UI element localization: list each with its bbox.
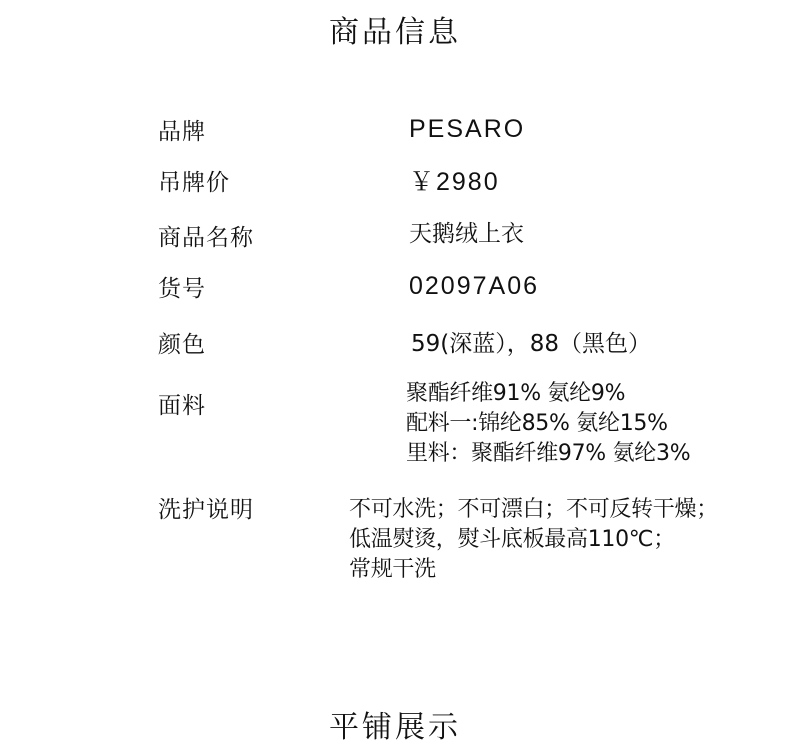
section-title-flat-display: 平铺展示	[329, 710, 461, 745]
label-brand: 品牌	[158, 119, 206, 145]
care-line: 低温熨烫，熨斗底板最高110℃；	[349, 527, 675, 552]
value-tag-price: ￥2980	[409, 168, 500, 196]
fabric-line: 里料：聚酯纤维97% 氨纶3%	[406, 441, 691, 466]
label-care: 洗护说明	[158, 497, 254, 523]
care-line: 不可水洗；不可漂白；不可反转干燥；	[349, 497, 718, 522]
label-color: 颜色	[158, 332, 206, 358]
value-brand: PESARO	[409, 115, 526, 143]
value-fabric	[406, 379, 690, 469]
section-title-product-info: 商品信息	[329, 15, 461, 50]
value-color: 59(深蓝），88（黑色）	[411, 331, 652, 357]
value-care	[349, 495, 718, 585]
fabric-line: 配料一:锦纶85% 氨纶15%	[406, 411, 668, 436]
fabric-line: 聚酯纤维91% 氨纶9%	[406, 381, 626, 406]
label-tag-price: 吊牌价	[158, 170, 230, 196]
value-product-name: 天鹅绒上衣	[409, 221, 524, 247]
care-line: 常规干洗	[349, 557, 436, 582]
label-product-name: 商品名称	[158, 225, 254, 251]
label-fabric: 面料	[158, 393, 206, 419]
label-item-number: 货号	[158, 276, 206, 302]
value-item-number: 02097A06	[409, 272, 540, 300]
